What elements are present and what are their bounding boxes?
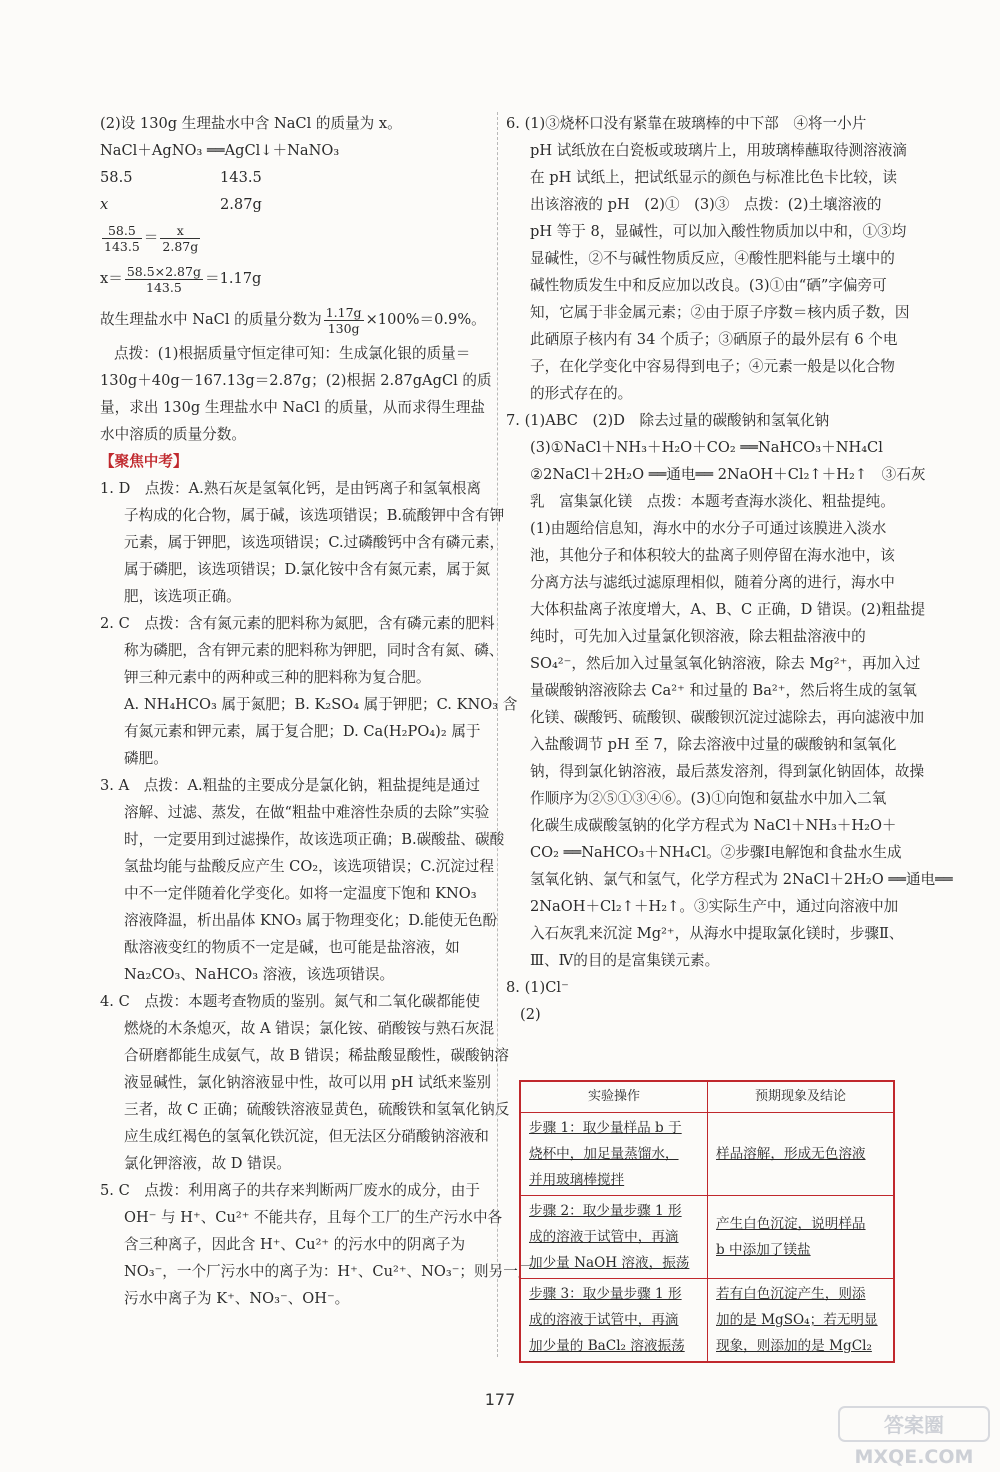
right-column — [506, 110, 953, 1028]
cell-line: 步骤 2：取少量步骤 1 形 — [529, 1203, 682, 1219]
table-header-row — [520, 1081, 894, 1113]
mass-fraction — [100, 300, 488, 340]
text-line: 溶解、过滤、蒸发，在做“粗盐中难溶性杂质的去除”实验 — [124, 804, 490, 821]
text-line: 时，一定要用到过滤操作，故该选项正确；B.碳酸盐、碳酸 — [124, 831, 505, 848]
text-line: 合研磨都能生成氨气，故 B 错误；稀盐酸显酸性，碳酸钠溶 — [124, 1047, 509, 1064]
proportion — [100, 218, 488, 258]
question-1 — [100, 475, 505, 610]
text-line: 5. C 点拨：利用离子的共存来判断两厂废水的成分，由于 — [100, 1182, 480, 1199]
text-line: 1. D 点拨：A.熟石灰是氢氧化钙，是由钙离子和氢氧根离 — [100, 480, 482, 497]
cell-line: 加的是 MgSO₄；若无明显 — [716, 1312, 878, 1328]
text-line: 水中溶质的质量分数。 — [100, 426, 246, 443]
text-line: SO₄²⁻，然后加入过量氢氧化钠溶液，除去 Mg²⁺，再加入过 — [530, 655, 921, 672]
column-divider — [497, 112, 498, 1357]
cell-line: 烧杯中，加足量蒸馏水， — [529, 1146, 679, 1162]
table-row — [520, 1279, 894, 1363]
text-line: 化镁、碳酸钙、硫酸钡、碳酸钡沉淀过滤除去，再向滤液中加 — [530, 709, 925, 726]
table-header: 预期现象及结论 — [708, 1081, 895, 1113]
fraction — [324, 305, 364, 336]
cell-line: 现象，则添加的是 MgCl₂ — [716, 1338, 872, 1354]
left-column — [100, 110, 533, 1312]
rhs: ＝1.17g — [204, 270, 262, 287]
text-line: 知，它属于非金属元素；②由于原子序数＝核内质子数，因 — [530, 304, 910, 321]
text-line: 属于磷肥，该选项错误；D.氯化铵中含有氮元素，属于氮 — [124, 561, 491, 578]
table-cell-result — [708, 1196, 895, 1279]
calc-row — [100, 164, 488, 191]
text-line: 的形式存在的。 — [530, 385, 633, 402]
watermark-brand: 答案圈 — [884, 1413, 944, 1437]
text-line: 氢氧化钠、氯气和氢气，化学方程式为 2NaCl＋2H₂O ══通电══ — [530, 871, 953, 888]
text-line: ②2NaCl＋2H₂O ══通电══ 2NaOH＋Cl₂↑＋H₂↑ ③石灰 — [530, 466, 926, 483]
fraction — [102, 223, 142, 254]
text-line: 量碳酸钠溶液除去 Ca²⁺ 和过量的 Ba²⁺，然后将生成的氢氧 — [530, 682, 917, 699]
solution — [100, 258, 488, 300]
fraction — [125, 264, 203, 295]
fraction — [160, 223, 200, 254]
calc-cell: 58.5 — [100, 169, 133, 186]
denominator: 130g — [327, 320, 360, 336]
text-line: 化碳生成碳酸氢钠的化学方程式为 NaCl＋NH₃＋H₂O＋ — [530, 817, 897, 834]
text-line: 应生成红褐色的氢氧化铁沉淀，但无法区分硝酸钠溶液和 — [124, 1128, 489, 1145]
table-cell-result — [708, 1113, 895, 1196]
text-line: OH⁻ 与 H⁺、Cu²⁺ 不能共存，且每个工厂的生产污水中各 — [124, 1209, 503, 1226]
text-line: 溶液降温，析出晶体 KNO₃ 属于物理变化；D.能使无色酚 — [124, 912, 498, 929]
text-line: 2. C 点拨：含有氮元素的肥料称为氮肥，含有磷元素的肥料 — [100, 615, 495, 632]
text-line: 元素，属于钾肥，该选项错误；C.过磷酸钙中含有磷元素， — [124, 534, 505, 551]
text-line: 碱性物质发生中和反应加以改良。(3)①由“硒”字偏旁可 — [530, 277, 887, 294]
cell-line: 并用玻璃棒搅拌 — [529, 1172, 625, 1188]
question-4 — [100, 988, 510, 1177]
text-line: Ⅲ、Ⅳ的目的是富集镁元素。 — [530, 952, 720, 969]
cell-line: 加少量 NaOH 溶液，振荡 — [529, 1255, 690, 1271]
text-line: 纯时，可先加入过量氯化钡溶液，除去粗盐溶液中的 — [530, 628, 866, 645]
text-line: 池，其他分子和体积较大的盐离子则停留在海水池中，该 — [530, 547, 895, 564]
text-line: 乳 富集氯化镁 点拨：本题考查海水淡化、粗盐提纯。 — [530, 493, 895, 510]
text-line: 4. C 点拨：本题考查物质的鉴别。氮气和二氧化碳都能使 — [100, 993, 480, 1010]
text-line: 污水中离子为 K⁺、NO₃⁻、OH⁻。 — [124, 1290, 350, 1307]
table-cell-operation — [520, 1113, 708, 1196]
table-row — [520, 1196, 894, 1279]
question-5 — [100, 1177, 533, 1312]
text-line: 称为磷肥，含有钾元素的肥料称为钾肥，同时含有氮、磷、 — [124, 642, 504, 659]
text-line: (1)由题给信息知，海水中的水分子可通过该膜进入淡水 — [530, 520, 887, 537]
watermark-logo — [835, 1405, 995, 1469]
text-line: 有氮元素和钾元素，属于复合肥；D. Ca(H₂PO₄)₂ 属于 — [124, 723, 481, 740]
text-line: 中不一定伴随着化学变化。如将一定温度下饱和 KNO₃ — [124, 885, 477, 902]
text-line: 钠，得到氯化钠溶液，最后蒸发溶剂，得到氯化钠固体，故操 — [530, 763, 925, 780]
text-line: CO₂ ══NaHCO₃＋NH₄Cl。②步骤Ⅰ电解饱和食盐水生成 — [530, 844, 902, 861]
cell-line: 产生白色沉淀，说明样品 — [716, 1216, 866, 1232]
denominator: 2.87g — [162, 238, 199, 254]
numerator: x — [160, 223, 200, 239]
text-line: 氢盐均能与盐酸反应产生 CO₂，该选项错误；C.沉淀过程 — [124, 858, 494, 875]
numerator: 1.17g — [325, 304, 362, 320]
hint-paragraph — [100, 340, 492, 448]
text-line: NO₃⁻，一个厂污水中的离子为：H⁺、Cu²⁺、NO₃⁻；则另一厂 — [124, 1263, 533, 1280]
text-line: 分离方法与滤纸过滤原理相似，随着分离的进行，海水中 — [530, 574, 895, 591]
calc-row — [100, 191, 488, 218]
denominator: 143.5 — [104, 238, 140, 254]
text-line: A. NH₄HCO₃ 属于氮肥；B. K₂SO₄ 属于钾肥；C. KNO₃ 含 — [124, 696, 518, 713]
text-line: 入盐酸调节 pH 至 7，除去溶液中过量的碳酸钠和氢氧化 — [530, 736, 897, 753]
cell-line: 样品溶解，形成无色溶液 — [716, 1146, 866, 1162]
cell-line: 成的溶液于试管中，再滴 — [529, 1229, 679, 1245]
question-8-part2: (2) — [520, 1006, 541, 1023]
text-line: 此硒原子核内有 34 个质子；③硒原子的最外层有 6 个电 — [530, 331, 898, 348]
table-cell-operation — [520, 1279, 708, 1363]
text-line: 量，求出 130g 生理盐水中 NaCl 的质量，从而求得生理盐 — [100, 399, 485, 416]
question-8-part1: 8. (1)Cl⁻ — [506, 979, 569, 996]
text: ×100%＝0.9%。 — [365, 311, 486, 328]
question-7 — [506, 407, 953, 974]
text-line: 显碱性，②不与碱性物质反应，④酸性肥料能与土壤中的 — [530, 250, 895, 267]
calc-cell: x — [100, 196, 109, 213]
cell-line: 加少量的 BaCl₂ 溶液振荡 — [529, 1338, 685, 1354]
text-line: 3. A 点拨：A.粗盐的主要成分是氯化钠，粗盐提纯是通过 — [100, 777, 480, 794]
numerator: 58.5×2.87g — [126, 263, 201, 279]
cell-line: 步骤 3：取少量步骤 1 形 — [529, 1286, 682, 1302]
text-line: 氯化钾溶液，故 D 错误。 — [124, 1155, 291, 1172]
text-line: 在 pH 试纸上，把试纸显示的颜色与标准比色卡比较，读 — [530, 169, 898, 186]
calc-cell: 143.5 — [220, 169, 262, 186]
cell-line: 若有白色沉淀产生，则添 — [716, 1286, 866, 1302]
equation: NaCl＋AgNO₃ ══AgCl↓＋NaNO₃ — [100, 142, 340, 159]
table-header: 实验操作 — [520, 1081, 708, 1113]
text-line: 作顺序为②⑤①③④⑥。(3)①向饱和氨盐水中加入二氧 — [530, 790, 887, 807]
section-heading: 【聚焦中考】 — [100, 453, 188, 470]
text-line: 点拨：(1)根据质量守恒定律可知：生成氯化银的质量＝ — [114, 345, 471, 362]
cell-line: 步骤 1：取少量样品 b 于 — [529, 1120, 682, 1136]
text-line: 液显碱性，氯化钠溶液显中性，故可以用 pH 试纸来鉴别 — [124, 1074, 492, 1091]
text-line: pH 试纸放在白瓷板或玻璃片上，用玻璃棒蘸取待测溶液滴 — [530, 142, 907, 159]
text-line: 子构成的化合物，属于碱，该选项错误；B.硫酸钾中含有钾 — [124, 507, 505, 524]
calc-cell: 2.87g — [220, 196, 262, 213]
text-line: (3)①NaCl＋NH₃＋H₂O＋CO₂ ══NaHCO₃＋NH₄Cl — [530, 439, 883, 456]
text-line: 钾三种元素中的两种或三种的肥料称为复合肥。 — [124, 669, 431, 686]
table-cell-result — [708, 1279, 895, 1363]
question-3 — [100, 772, 505, 988]
text-line: 肥，该选项正确。 — [124, 588, 241, 605]
text-line: Na₂CO₃、NaHCO₃ 溶液，该选项错误。 — [124, 966, 395, 983]
question-6 — [506, 110, 910, 407]
text-line: 酞溶液变红的物质不一定是碱，也可能是盐溶液，如 — [124, 939, 460, 956]
text-line: 磷肥。 — [124, 750, 168, 767]
page-number: 177 — [484, 1390, 516, 1409]
watermark-text: MXQE.COM — [854, 1446, 974, 1468]
equals: ＝ — [143, 229, 159, 246]
text-line: 燃烧的木条熄灭，故 A 错误；氯化铵、硝酸铵与熟石灰混 — [124, 1020, 495, 1037]
table-cell-operation — [520, 1196, 708, 1279]
question-2 — [100, 610, 518, 772]
text-line: 出该溶液的 pH (2)① (3)③ 点拨：(2)土壤溶液的 — [530, 196, 882, 213]
left-line: (2)设 130g 生理盐水中含 NaCl 的质量为 x。 — [100, 115, 402, 132]
table-row — [520, 1113, 894, 1196]
text-line: 入石灰乳来沉淀 Mg²⁺，从海水中提取氯化镁时，步骤Ⅱ、 — [530, 925, 904, 942]
text-line: 大体积盐离子浓度增大，A、B、C 正确，D 错误。(2)粗盐提 — [530, 601, 926, 618]
denominator: 143.5 — [146, 279, 182, 295]
text-line: 含三种离子，因此含 H⁺、Cu²⁺ 的污水中的阴离子为 — [124, 1236, 466, 1253]
cell-line: b 中添加了镁盐 — [716, 1242, 811, 1258]
text-line: 2NaOH＋Cl₂↑＋H₂↑。③实际生产中，通过向溶液中加 — [530, 898, 899, 915]
numerator: 58.5 — [102, 223, 142, 239]
text-line: pH 等于 8，显碱性，可以加入酸性物质加以中和，①③均 — [530, 223, 907, 240]
text-line: 7. (1)ABC (2)D 除去过量的碳酸钠和氢氧化钠 — [506, 412, 830, 429]
text-line: 130g＋40g－167.13g＝2.87g；(2)根据 2.87gAgCl 的质 — [100, 372, 492, 389]
text-line: 三者，故 C 正确；硫酸铁溶液显黄色，硫酸铁和氢氧化钠反 — [124, 1101, 510, 1118]
experiment-table — [519, 1080, 895, 1363]
text-line: 6. (1)③烧杯口没有紧靠在玻璃棒的中下部 ④将一小片 — [506, 115, 867, 132]
cell-line: 成的溶液于试管中，再滴 — [529, 1312, 679, 1328]
lhs: x＝ — [100, 270, 123, 287]
text: 故生理盐水中 NaCl 的质量分数为 — [100, 311, 322, 328]
text-line: 子，在化学变化中容易得到电子；④元素一般是以化合物 — [530, 358, 895, 375]
